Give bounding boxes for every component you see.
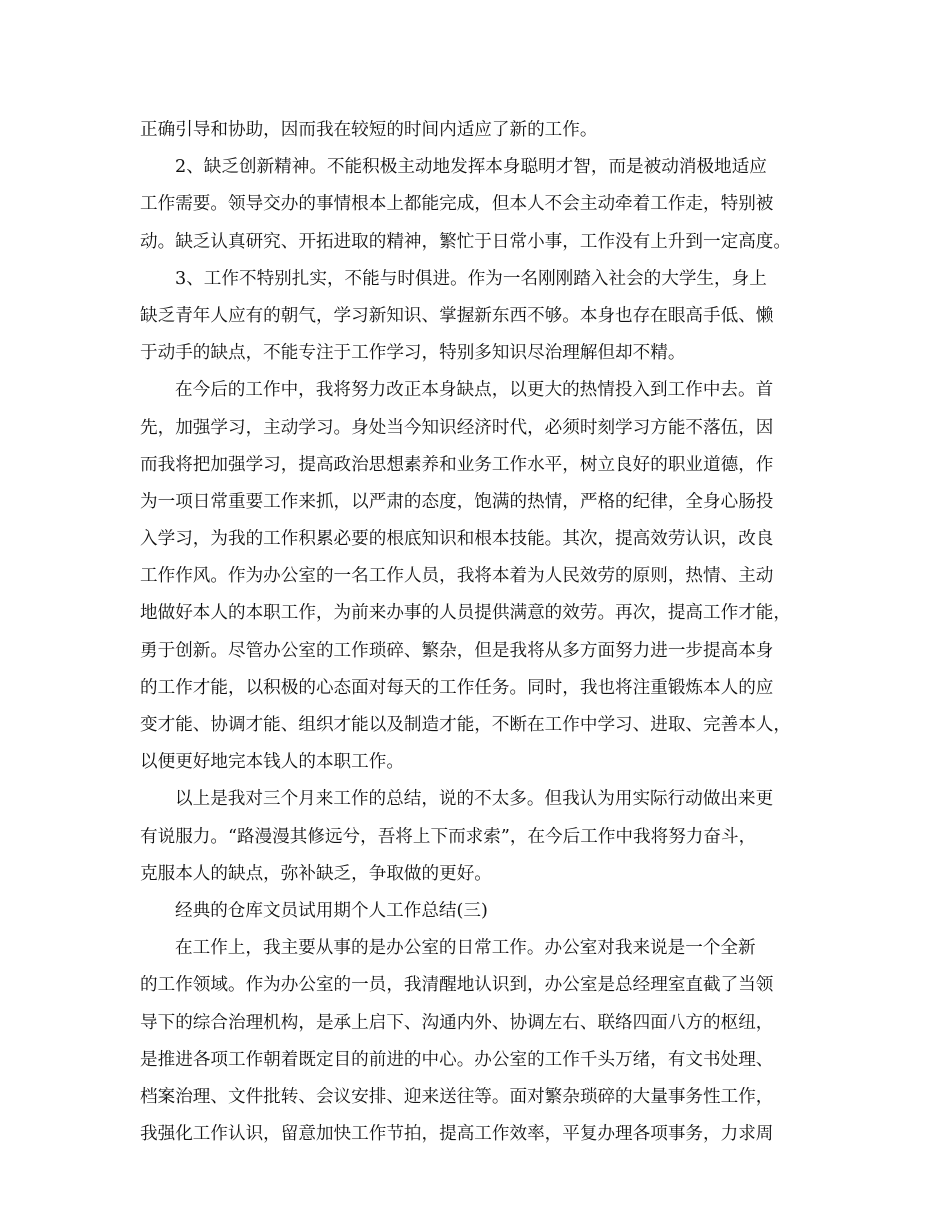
text-line: 在今后的工作中，我将努力改正本身缺点，以更大的热情投入到工作中去。首	[175, 380, 774, 401]
text-line: 在工作上，我主要从事的是办公室的日常工作。办公室对我来说是一个全新	[175, 938, 756, 959]
text-line: 以上是我对三个月来工作的总结，说的不太多。但我认为用实际行动做出来更	[175, 789, 774, 810]
text-line: 入学习，为我的工作积累必要的根底知识和根本技能。其次，提高效劳认识，改良	[140, 529, 774, 550]
text-line: 是推进各项工作朝着既定目的前进的中心。办公室的工作千头万绪，有文书处理、	[140, 1049, 774, 1070]
text-line: 我强化工作认识，留意加快工作节拍，提高工作效率，平复办理各项事务，力求周	[140, 1124, 774, 1145]
text-line: 工作作风。作为办公室的一名工作人员，我将本着为人民效劳的原则，热情、主动	[140, 566, 774, 587]
text-line: 以便更好地完本钱人的本职工作。	[140, 752, 404, 773]
section-heading: 经典的仓库文员试用期个人工作总结(三)	[175, 900, 488, 921]
text-line: 导下的综合治理机构，是承上启下、沟通内外、协调左右、联络四面八方的枢纽，	[140, 1012, 774, 1033]
text-line: 先，加强学习，主动学习。身处当今知识经济时代，必须时刻学习方能不落伍，因	[140, 417, 774, 438]
text-line: 的工作领域。作为办公室的一员，我清醒地认识到，办公室是总经理室直截了当领	[140, 975, 774, 996]
text-line: 的工作才能，以积极的心态面对每天的工作任务。同时，我也将注重锻炼本人的应	[140, 677, 774, 698]
text-line: 动。缺乏认真研究、开拓进取的精神，繁忙于日常小事，工作没有上升到一定高度。	[140, 231, 791, 252]
text-line: 勇于创新。尽管办公室的工作琐碎、繁杂，但是我将从多方面努力进一步提高本身	[140, 640, 774, 661]
text-line: 3、工作不特别扎实，不能与时俱进。作为一名刚刚踏入社会的大学生，身上	[175, 268, 767, 289]
text-line: 为一项日常重要工作来抓，以严肃的态度，饱满的热情，严格的纪律，全身心肠投	[140, 491, 774, 512]
document-body	[140, 112, 820, 1153]
text-line: 变才能、协调才能、组织才能以及制造才能，不断在工作中学习、进取、完善本人，	[140, 715, 791, 735]
text-line: 而我将把加强学习，提高政治思想素养和业务工作水平，树立良好的职业道德，作	[140, 454, 774, 475]
text-line: 有说服力。“路漫漫其修远兮，吾将上下而求索”，在今后工作中我将努力奋斗，	[140, 826, 757, 847]
text-line: 缺乏青年人应有的朝气，学习新知识、掌握新东西不够。本身也存在眼高手低、懒	[140, 305, 774, 326]
text-line: 工作需要。领导交办的事情根本上都能完成，但本人不会主动牵着工作走，特别被	[140, 194, 774, 215]
text-line: 档案治理、文件批转、会议安排、迎来送往等。面对繁杂琐碎的大量事务性工作，	[140, 1086, 774, 1107]
text-line: 2、缺乏创新精神。不能积极主动地发挥本身聪明才智，而是被动消极地适应	[175, 157, 767, 178]
text-line: 克服本人的缺点，弥补缺乏，争取做的更好。	[140, 863, 492, 884]
text-line: 正确引导和协助，因而我在较短的时间内适应了新的工作。	[140, 120, 598, 140]
text-line: 地做好本人的本职工作，为前来办事的人员提供满意的效劳。再次，提高工作才能，	[140, 603, 791, 624]
text-line: 于动手的缺点，不能专注于工作学习，特别多知识尽治理解但却不精。	[140, 343, 686, 364]
